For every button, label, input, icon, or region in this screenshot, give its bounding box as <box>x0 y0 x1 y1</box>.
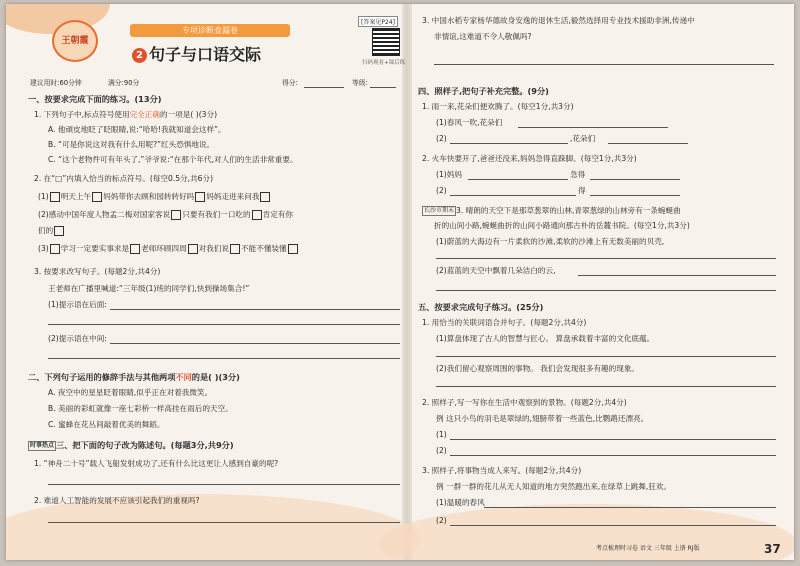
q4-1-line-1: (1)春风一吹,花朵们 <box>436 118 503 127</box>
q4-1-line-2b: ,花朵们 <box>570 134 596 143</box>
q3-prompt-2: (2)提示语在中间: <box>48 334 107 343</box>
punctuation-line-2b <box>38 226 65 236</box>
punctuation-box[interactable] <box>50 244 60 254</box>
punctuation-box[interactable] <box>130 244 140 254</box>
score-blank[interactable] <box>304 87 344 88</box>
fragment: 妈妈走进来问我 <box>206 192 260 201</box>
punctuation-box[interactable] <box>188 244 198 254</box>
question-1-3: 3. 按要求改写句子。(每题2分,共4分) <box>34 267 161 276</box>
question-4-2: 2. 火车快要开了,爸爸还没来,妈妈急得直跺脚。(每空1分,共3分) <box>422 154 637 163</box>
answer-line[interactable] <box>468 179 568 180</box>
q1-text: 1. 下列句子中,标点符号使用 <box>34 110 130 119</box>
answer-line[interactable] <box>450 195 576 196</box>
unit-number: 2 <box>132 48 147 63</box>
section-5-heading: 五、按要求完成句子练习。(25分) <box>418 302 544 312</box>
fragment: 不能不懂装懂 <box>241 244 287 253</box>
q4-2-line-1b: 急得 <box>570 170 586 179</box>
grade-label: 等级: <box>352 79 368 87</box>
answer-line[interactable] <box>578 275 776 276</box>
answer-line[interactable] <box>48 324 400 325</box>
footer-series: 考点梳理时习卷 语文 三年级 上册 RJ版 <box>596 545 700 552</box>
answer-line[interactable] <box>110 309 400 310</box>
question-4-1: 1. 雨一来,花朵们便欢腾了。(每空1分,共3分) <box>422 102 574 111</box>
bottom-decoration <box>378 504 794 560</box>
q4-2-line-2b: 得 <box>578 186 586 195</box>
answer-line[interactable] <box>48 484 400 485</box>
question-5-2: 2. 照样子,写一写你在生活中观察到的景物。(每题2分,共4分) <box>422 398 627 407</box>
option-a: A. 夜空中的星星眨着眼睛,似乎正在对着我微笑。 <box>48 388 213 397</box>
fragment: 们的 <box>38 226 54 235</box>
score-label: 得分: <box>282 79 298 87</box>
question-1-2: 2. 在“□”内填入恰当的标点符号。(每空0.5分,共6分) <box>34 174 214 183</box>
answer-line[interactable] <box>48 358 400 359</box>
title-text: 句子与口语交际 <box>149 45 262 64</box>
grade-blank[interactable] <box>370 87 396 88</box>
answer-line[interactable] <box>590 195 680 196</box>
time-limit: 建议用时:60分钟 <box>30 79 82 87</box>
fragment: 明天上午 <box>60 192 92 201</box>
option-b: B. 美丽的彩虹就像一座七彩桥一样高挂在雨后的天空。 <box>48 404 233 413</box>
q1-highlight: 完全正确 <box>129 110 160 119</box>
item-label: (3) <box>38 244 49 253</box>
s3-text: 三、把下面的句子改为陈述句。(每题3分,共9分) <box>56 440 234 450</box>
q3-sentence: 王老师在广播里喊道:“三年级(1)班的同学们,快到操场集合!” <box>48 284 250 293</box>
punctuation-box[interactable] <box>230 244 240 254</box>
answer-line[interactable] <box>450 455 776 456</box>
page-number: 37 <box>764 542 781 556</box>
answer-reference: [答案见P24] <box>358 16 398 27</box>
page-header <box>40 8 410 78</box>
section-1-heading: 一、按要求完成下面的练习。(13分) <box>28 94 162 104</box>
answer-line[interactable] <box>48 522 400 523</box>
question-1-1 <box>34 110 217 120</box>
question-3-1: 1. “神舟二十号”载人飞船发射成功了,还有什么比这更让人感到自豪的呢? <box>34 459 279 468</box>
q5-2-line-2: (2) <box>436 446 447 455</box>
q5-1-item-2: (2)我们留心观察周围的事物。 我们会发现很多有趣的现象。 <box>436 364 640 373</box>
answer-line[interactable] <box>436 386 776 387</box>
option-c: C. 蜜蜂在花丛间敲着优美的舞蹈。 <box>48 420 165 429</box>
answer-line[interactable] <box>450 439 776 440</box>
answer-line[interactable] <box>436 356 776 357</box>
logo-text: 王朝霞 <box>61 36 89 46</box>
section-banner: 专项诊断查漏卷 <box>130 24 290 37</box>
s2-text-end: 的是( )(3分) <box>191 372 240 382</box>
q4-2-line-2: (2) <box>436 186 447 195</box>
fragment: 肯定有你 <box>262 210 293 219</box>
right-page <box>418 4 780 560</box>
punctuation-box[interactable] <box>92 192 102 202</box>
worksheet <box>6 4 794 560</box>
answer-line[interactable] <box>110 343 400 344</box>
exam-source-tag: 长沙市期末 <box>424 207 455 214</box>
punctuation-line-2 <box>38 210 293 220</box>
punctuation-box[interactable] <box>50 192 60 202</box>
q4-3-text: 3. 晴朗的天空下是那草葱翠的山林,青翠葱绿的山林旁有一条蜿蜒曲 <box>456 206 681 215</box>
answer-line[interactable] <box>608 143 688 144</box>
fragment: (1)妈妈 <box>436 170 462 179</box>
option-a: A. 他頑皮地眨了眨眼睛,说:“哈哈!我就知道会这样”。 <box>48 125 226 134</box>
book-spine <box>402 4 412 560</box>
question-3-3: 3. 中国水稻专家杨华德故身安逸的退休生活,毅然选择用专业技术援助非洲,传递中 <box>422 16 695 25</box>
section-3-heading <box>28 440 234 451</box>
answer-line[interactable] <box>590 179 680 180</box>
q3-prompt-1: (1)提示语在后面: <box>48 300 107 309</box>
question-4-3 <box>422 206 681 216</box>
q5-2-line-1: (1) <box>436 430 447 439</box>
punctuation-line-3 <box>38 244 299 254</box>
q5-3-line-1: (1)温暖的春风 <box>436 498 485 507</box>
fragment: 对我们说 <box>198 244 230 253</box>
punctuation-box[interactable] <box>260 192 270 202</box>
q4-3-line-1: (1)蔚蓝的大海边有一片柔软的沙滩,柔软的沙滩上有无数美丽的贝壳, <box>436 237 665 246</box>
q5-3-example: 例 一群一群的花儿从无人知道的地方突然跑出来,在绿草上跳舞,狂欢。 <box>436 482 672 491</box>
fragment: 妈妈带你去顾和园转转好吗 <box>103 192 195 201</box>
question-4-3-cont: 折的山间小路,蜿蜒曲折的山间小路通向那古朴的岳麓书院。(每空1分,共3分) <box>434 221 690 230</box>
answer-line[interactable] <box>518 127 668 128</box>
q4-3-line-2: (2)蓝蓝的天空中飘着几朵洁白的云, <box>436 266 556 275</box>
answer-line[interactable] <box>450 143 568 144</box>
option-c: C. “这个老物件可有年头了,”爷爷说:“在那个年代,对人们的生活非常重要。 <box>48 155 298 164</box>
q1-text-end: 的一项是( )(3分) <box>159 110 218 119</box>
full-score: 满分:90分 <box>108 79 140 87</box>
q4-2-line-1 <box>436 170 462 180</box>
s2-highlight: 不同 <box>175 372 192 382</box>
answer-line[interactable] <box>434 64 774 65</box>
question-5-1: 1. 用恰当的关联词语合并句子。(每题2分,共4分) <box>422 318 587 327</box>
s2-text: 二、下列句子运用的修辞手法与其他两项 <box>28 372 176 382</box>
punctuation-box[interactable] <box>288 244 298 254</box>
question-5-3: 3. 照样子,将事物当成人来写。(每题2分,共4分) <box>422 466 582 475</box>
answer-line[interactable] <box>484 507 776 508</box>
fragment: 只要有我们一口吃的 <box>182 210 251 219</box>
q5-3-line-2: (2) <box>436 516 447 525</box>
page-title <box>132 42 261 65</box>
q5-1-item-1: (1)算盘体现了古人的智慧与匠心。 算盘承载着丰富的文化底蕴。 <box>436 334 655 343</box>
brand-logo <box>52 20 98 62</box>
left-page <box>20 4 406 560</box>
q5-2-example: 例 这只小鸟的羽毛是翠绿的,翅膀带着一些蓝色,比鹦鹉还漂亮。 <box>436 414 649 423</box>
answer-line[interactable] <box>436 290 776 291</box>
punctuation-box[interactable] <box>252 210 262 220</box>
q4-1-line-2: (2) <box>436 134 447 143</box>
qr-caption: 扫码观看+课后练 <box>362 60 406 66</box>
question-3-3-cont: 非情谊,这难道不令人敬佩吗? <box>434 32 532 41</box>
fragment: 老师环顾四周 <box>141 244 187 253</box>
punctuation-box[interactable] <box>195 192 205 202</box>
fragment: (2)感动中国年度人物孟二梅对国家客说 <box>38 210 171 219</box>
answer-line[interactable] <box>450 525 776 526</box>
punctuation-box[interactable] <box>54 226 64 236</box>
punctuation-box[interactable] <box>171 210 181 220</box>
fragment: 学习一定要实事求是 <box>60 244 130 253</box>
hot-topic-tag: 时事热点 <box>30 442 55 449</box>
punctuation-line-1 <box>38 192 271 202</box>
option-b: B. “可是你说这对我有什么用呢?”红头恐惧地说。 <box>48 140 215 149</box>
section-4-heading: 四、照样子,把句子补充完整。(9分) <box>418 86 549 96</box>
item-label: (1) <box>38 192 49 201</box>
answer-line[interactable] <box>436 258 776 259</box>
qr-code-icon <box>372 28 400 56</box>
section-2-heading <box>28 372 240 382</box>
question-3-2: 2. 难道人工智能的发展不应该引起我们的重视吗? <box>34 496 200 505</box>
